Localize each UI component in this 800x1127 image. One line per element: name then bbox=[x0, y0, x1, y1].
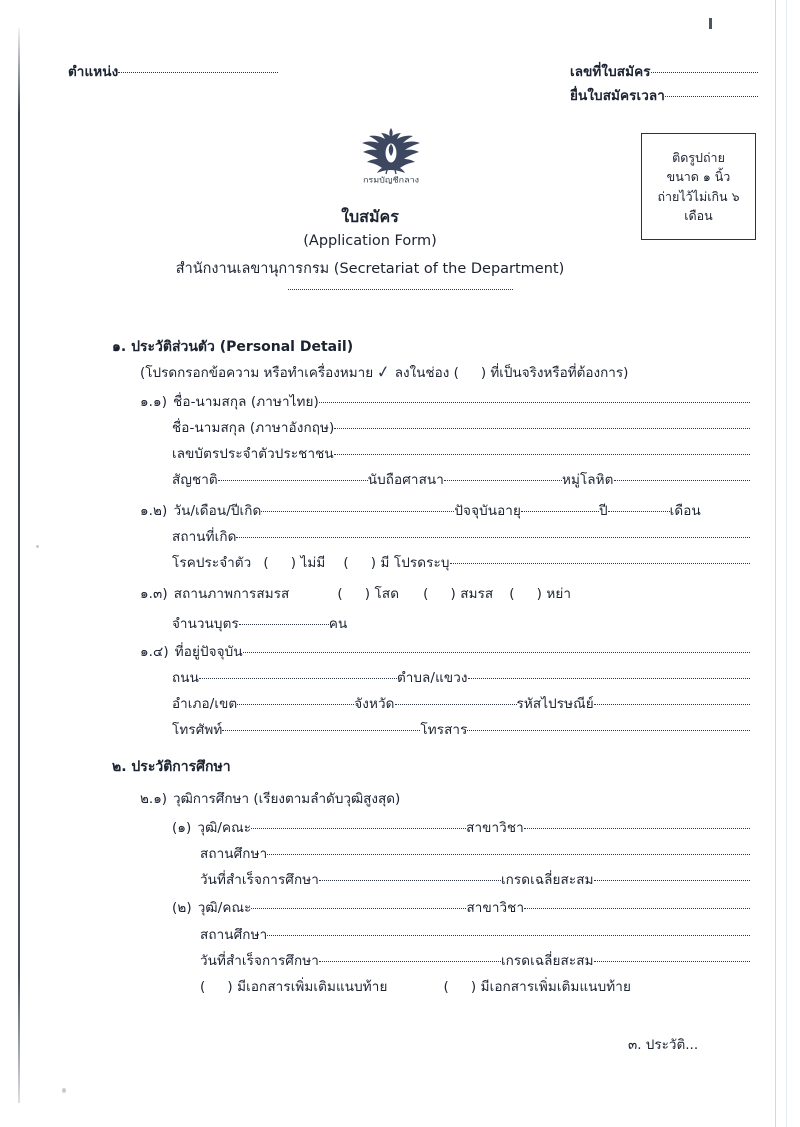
subdistrict-dotted-line[interactable] bbox=[468, 668, 750, 682]
fax-label: โทรสาร bbox=[420, 721, 468, 738]
attachment-option-2-label: ) มีเอกสารเพิ่มเติมแนบท้าย bbox=[470, 979, 631, 995]
field-row-marital-status bbox=[140, 586, 750, 603]
field-row-birth-place bbox=[172, 527, 750, 545]
children-unit-label: คน bbox=[328, 615, 348, 632]
attachment-option-1-label: ) มีเอกสารเพิ่มเติมแนบท้าย bbox=[227, 979, 388, 995]
fax-dotted-line[interactable] bbox=[467, 720, 750, 734]
marital-status-label: สถานภาพการสมรส bbox=[173, 586, 290, 602]
education-entry-2-major-label: สาขาวิชา bbox=[466, 899, 525, 916]
district-dotted-line[interactable] bbox=[237, 694, 354, 708]
field-row-chronic-disease bbox=[172, 553, 750, 571]
marital-divorced-open-paren: ( bbox=[509, 586, 515, 602]
district-label: อำเภอ/เขต bbox=[172, 695, 238, 712]
education-entry-1-gpa-label: เกรดเฉลี่ยสะสม bbox=[500, 871, 594, 888]
education-entry-1-graduation-dotted-line[interactable] bbox=[319, 870, 501, 884]
education-entry-1-degree-row bbox=[172, 818, 750, 836]
age-years-label: ปี bbox=[598, 502, 608, 519]
education-entry-1-institution-label: สถานศึกษา bbox=[200, 845, 268, 862]
postal-code-label: รหัสไปรษณีย์ bbox=[516, 695, 594, 712]
current-age-dotted-line[interactable] bbox=[521, 501, 599, 515]
field-row-nationality bbox=[172, 470, 750, 488]
checkmark-icon: ✓ bbox=[375, 361, 392, 383]
education-entry-2-institution-dotted-line[interactable] bbox=[267, 925, 750, 939]
religion-dotted-line[interactable] bbox=[444, 470, 562, 484]
nationality-dotted-line[interactable] bbox=[218, 470, 368, 484]
phone-label: โทรศัพท์ bbox=[172, 721, 223, 738]
marital-single-label: ) โสด bbox=[364, 586, 400, 602]
attachment-options-row bbox=[200, 979, 720, 996]
attachment-option-1-open-paren: ( bbox=[200, 979, 206, 995]
item-1-1-number: ๑.๑) bbox=[140, 393, 168, 410]
field-row-birth-date bbox=[140, 501, 750, 519]
current-age-label: ปัจจุบันอายุ bbox=[454, 502, 521, 519]
marital-married-open-paren: ( bbox=[423, 586, 429, 602]
disease-none-open-paren: ( bbox=[263, 554, 269, 571]
education-entry-2-graduation-row bbox=[200, 951, 750, 969]
province-dotted-line[interactable] bbox=[395, 694, 517, 708]
continuation-note: ๓. ประวัติ... bbox=[628, 1037, 699, 1053]
field-row-current-address bbox=[140, 642, 750, 660]
road-label: ถนน bbox=[172, 669, 199, 686]
field-row-id-card bbox=[172, 444, 750, 462]
education-entry-2-gpa-label: เกรดเฉลี่ยสะสม bbox=[500, 952, 594, 969]
education-entry-2-number: (๒) bbox=[172, 899, 192, 916]
id-card-label: เลขบัตรประจำตัวประชาชน bbox=[172, 445, 334, 462]
position-label: ตำแหน่ง bbox=[68, 63, 119, 80]
education-entry-2-gpa-dotted-line[interactable] bbox=[594, 951, 750, 965]
education-entry-2-institution-label: สถานศึกษา bbox=[200, 926, 268, 943]
education-entry-2-institution-row bbox=[200, 925, 750, 943]
blood-type-dotted-line[interactable] bbox=[614, 470, 750, 484]
name-english-dotted-line[interactable] bbox=[334, 418, 750, 432]
photo-box-line-3: ถ่ายไว้ไม่เกิน ๖ bbox=[657, 188, 740, 204]
disease-yes-label: ) มี โปรดระบุ bbox=[370, 554, 450, 571]
item-1-2-number: ๑.๒) bbox=[140, 502, 168, 519]
province-label: จังหวัด bbox=[354, 695, 395, 712]
instruction-suffix: ) ที่เป็นจริงหรือที่ต้องการ) bbox=[480, 365, 629, 381]
photo-attachment-box[interactable] bbox=[641, 133, 756, 240]
item-2-1-row bbox=[140, 787, 400, 809]
education-entry-1-major-dotted-line[interactable] bbox=[524, 818, 750, 832]
field-row-name-english bbox=[172, 418, 750, 436]
education-entry-1-institution-row bbox=[200, 844, 750, 862]
birth-date-dotted-line[interactable] bbox=[261, 501, 454, 515]
children-count-label: จำนวนบุตร bbox=[172, 615, 239, 632]
education-entry-1-graduation-row bbox=[200, 870, 750, 888]
phone-dotted-line[interactable] bbox=[222, 720, 420, 734]
item-2-1-label: วุฒิการศึกษา (เรียงตามลำดับวุฒิสูงสุด) bbox=[173, 791, 401, 807]
section-2-heading: ๒. ประวัติการศึกษา bbox=[112, 759, 231, 775]
form-title-english: (Application Form) bbox=[303, 233, 437, 249]
name-thai-label: ชื่อ-นามสกุล (ภาษาไทย) bbox=[173, 393, 319, 410]
application-number-dotted-line[interactable] bbox=[651, 62, 758, 76]
current-address-label: ที่อยู่ปัจจุบัน bbox=[174, 643, 243, 660]
marital-married-label: ) สมรส bbox=[450, 586, 494, 602]
name-english-label: ชื่อ-นามสกุล (ภาษาอังกฤษ) bbox=[172, 419, 335, 436]
submit-time-label: ยื่นใบสมัครเวลา bbox=[570, 87, 665, 104]
field-row-children-count bbox=[172, 614, 472, 632]
item-2-1-number: ๒.๑) bbox=[140, 791, 168, 807]
age-months-label: เดือน bbox=[669, 502, 701, 519]
religion-label: นับถือศาสนา bbox=[367, 471, 444, 488]
marital-divorced-label: ) หย่า bbox=[536, 586, 572, 602]
blood-type-label: หมู่โลหิต bbox=[561, 471, 614, 488]
photo-box-line-4: เดือน bbox=[684, 207, 713, 223]
birth-place-dotted-line[interactable] bbox=[236, 527, 750, 541]
education-entry-1-major-label: สาขาวิชา bbox=[466, 819, 524, 836]
photo-box-line-2: ขนาด ๑ นิ้ว bbox=[666, 169, 731, 185]
nationality-label: สัญชาติ bbox=[172, 471, 218, 488]
marital-single-open-paren: ( bbox=[337, 586, 343, 602]
education-entry-2-major-dotted-line[interactable] bbox=[524, 898, 750, 912]
section-1-instruction bbox=[140, 361, 628, 383]
submit-time-row bbox=[570, 86, 758, 104]
children-count-dotted-line[interactable] bbox=[239, 614, 329, 628]
education-entry-2-degree-label: วุฒิ/คณะ bbox=[197, 899, 252, 916]
emblem-caption: กรมบัญชีกลาง bbox=[362, 176, 420, 186]
application-number-row bbox=[570, 62, 758, 80]
instruction-prefix: (โปรดกรอกข้อความ หรือทำเครื่องหมาย bbox=[140, 365, 374, 381]
current-address-dotted-line[interactable] bbox=[243, 642, 750, 656]
birth-date-label: วัน/เดือน/ปีเกิด bbox=[173, 502, 262, 519]
instruction-middle: ลงในช่อง ( bbox=[394, 365, 459, 381]
form-title: ใบสมัคร bbox=[341, 207, 399, 226]
field-row-road bbox=[172, 668, 750, 686]
application-number-label: เลขที่ใบสมัคร bbox=[570, 63, 651, 80]
section-1-heading: ๑. ประวัติส่วนตัว (Personal Detail) bbox=[112, 339, 354, 355]
chronic-disease-label: โรคประจำตัว bbox=[172, 554, 252, 571]
road-dotted-line[interactable] bbox=[199, 668, 397, 682]
field-row-name-thai bbox=[140, 392, 750, 410]
form-subtitle: สำนักงานเลขานุการกรม (Secretariat of the Department) bbox=[175, 261, 565, 277]
item-1-3-number: ๑.๓) bbox=[140, 586, 168, 602]
garuda-emblem bbox=[352, 126, 430, 202]
age-months-dotted-line[interactable] bbox=[608, 501, 670, 515]
item-1-4-number: ๑.๔) bbox=[140, 643, 169, 660]
postal-code-dotted-line[interactable] bbox=[594, 694, 750, 708]
education-entry-2-graduation-dotted-line[interactable] bbox=[319, 951, 501, 965]
title-divider bbox=[288, 285, 513, 295]
education-entry-2-degree-row bbox=[172, 898, 750, 916]
education-entry-1-graduation-label: วันที่สำเร็จการศึกษา bbox=[200, 871, 319, 888]
education-entry-1-gpa-dotted-line[interactable] bbox=[594, 870, 750, 884]
disease-none-label: ) ไม่มี bbox=[290, 554, 326, 571]
position-field-row bbox=[68, 62, 278, 80]
education-entry-1-degree-label: วุฒิ/คณะ bbox=[197, 819, 252, 836]
field-row-phone bbox=[172, 720, 750, 738]
education-entry-1-number: (๑) bbox=[172, 819, 192, 836]
submit-time-dotted-line[interactable] bbox=[665, 86, 758, 100]
id-card-dotted-line[interactable] bbox=[334, 444, 750, 458]
birth-place-label: สถานที่เกิด bbox=[172, 528, 237, 545]
position-dotted-line[interactable] bbox=[118, 62, 278, 76]
education-entry-2-degree-dotted-line[interactable] bbox=[251, 898, 466, 912]
photo-box-line-1: ติดรูปถ่าย bbox=[672, 149, 725, 165]
disease-yes-open-paren: ( bbox=[343, 554, 349, 571]
subdistrict-label: ตำบล/แขวง bbox=[396, 669, 468, 686]
education-entry-2-graduation-label: วันที่สำเร็จการศึกษา bbox=[200, 952, 319, 969]
field-row-district bbox=[172, 694, 750, 712]
disease-specify-dotted-line[interactable] bbox=[450, 553, 750, 567]
education-entry-1-degree-dotted-line[interactable] bbox=[251, 818, 466, 832]
attachment-option-2-open-paren: ( bbox=[443, 979, 449, 995]
name-thai-dotted-line[interactable] bbox=[319, 392, 750, 406]
education-entry-1-institution-dotted-line[interactable] bbox=[267, 844, 750, 858]
